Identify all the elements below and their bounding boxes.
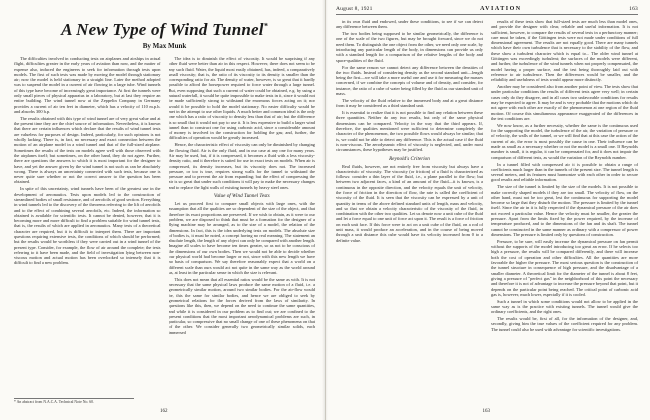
paragraph: Let us proceed first to compare small objects with large ones, with the assumption that all the qualities are so dependent of the size of the object, and that therefore its exact proportions are preserved. If we wish to obtain, as it were to our problem, we are disposed to think that must be a formation for the designer of a flying machine may be arranged, as to the size of a model, the relation of the dimensions. In fact, this is the idea underlying tests on models. The absolute size of bodies is, it must be noted, a concept having no real meaning. The statement an absolute length, the length of any object can only be compared with another length. Imagine all scales to have become ten times greater, so as not to be conscious of the dimensions of our own bodies. Then we would not be able to decide whether our physical world had become larger or not, since with this new length we have no basis of comparison. We say therefore reasonably expect that a world on a different scale than ours would act not quite in the same way as the world around us, at least in the particular sense in which the size is relevant. — [168, 201, 315, 275]
right-column-2 — [491, 19, 638, 407]
paragraph: Such a tunnel in which some conditions would not allow to be applied in the same way as is the practice with existing tunnels. The tunnel would give the ordinary coefficients, and the right ones. — [491, 298, 638, 315]
paragraph: Hence, the characteristic effect of viscosity can only be diminished by changing the flowing fluid. Air is the only fluid, and in our case at any one for many years. Air may be used, but, if it is compressed, it becomes a fluid with a less viscosity-density ratio, and it therefore is suited for use in exact tests on models. When air is compressed, its density increases, but its viscosity does not. The increased pressure, or too is true, requires strong walls for the tunnel to withstand the pressure and to prevent the air from expanding; but the effect of compressing the air is so great that under such conditions it will pay to make the necessary changes and to replace the light walls of existing tunnels by heavy steel ones. — [168, 142, 315, 190]
page-number-left: 162 — [160, 409, 168, 414]
left-page-columns — [14, 56, 315, 378]
section-heading-value-of-tests: Value of Wind Tunnel Tests — [213, 193, 270, 200]
paragraph: Real fluids, however, are not entirely free from viscosity but always have a characteristic of viscosity. The viscosity (or friction) of a fluid is characterized as follows: consider a thin layer of the fluid, i.e., a plane parallel to the flow; but between two adjacent faces, a kind of an amount of the fluid—it is known, is a continuous in the opposite direction, and the velocity equals the unit of velocity, the force of friction in the direction of flow, the rate is called the coefficient of viscosity of the fluid. It is seen that the viscosity can be expressed by a unit of quantity in terms of the above defined standard units of length, mass and velocity, and so that we obtain a velocity characteristic of the viscosity of the fluid, in combination with the other two qualities. Let us denote now a unit cube of the fluid and let a force equal to one unit of force act upon it. The result is a force of friction on each unit face. If this force were to act on a unit cube of the fluid, on a rod of unit mass, it would produce an acceleration, and in the course of being moved through a unit distance this cube would have its velocity increased from 0 to a definite value. — [336, 163, 483, 243]
right-column-1 — [336, 19, 483, 407]
left-column-1 — [14, 56, 161, 378]
running-head — [336, 6, 638, 15]
paragraph: This does not mean that all essential ratios would be the same as with. It is not necessary that the same physical laws produce the same motion of a fluid, i.e. a geometrically similar motion, around two similar bodies. For the air-flow would be, this the same for similar bodies, and hence we are obliged to seek by geometrical relations for the forces derived from the laws of similarity. In questions like this, then, we depend on the need to continue the same quantities, and while it is considered in our problem as to find out; we are confined to the present conditions that the most important aerodynamical problems are such, in particular, so compressive that no small change of one of these phenomena on that of the other. We consider generally two geometrically similar solids, each immersed — [168, 276, 315, 335]
paragraph: The idea is to diminish the effect of viscosity. It would be surprising if any other fluid were better than air in this respect. However, there does not seem to be any such fluid. Water, the liquid most easily obtained, has, indeed, a comparatively small viscosity; that is, the ratio of its viscosity to its density is smaller than the corresponding ratio for air. The density of water, however, is so great that it hardly possible to afford the horsepower required to force water through a large tunnel. But, even supposing that such a current of water could be obtained, e.g. by using a natural waterfall, it would be quite impossible to make tests in it, since it would not be made sufficiently strong to withstand the enormous forces acting on it; nor would it be possible to hold the model stationary. No easier difficulty would be met in the attempt to use other liquids. A much better and common ideal is the only one which has a ratio of viscosity to density less than that of air; but the difference is so small that it would not pay to use it. It is less expensive to build a larger wind tunnel than to construct one for using carbonic acid, since a considerable amount of money is involved in the construction for holding the gas; and, further, the difficulties of operation would be greatly increased. — [168, 56, 315, 141]
footnote: * An abstract from N.A.C.A. Technical Note No. 60. — [14, 398, 134, 404]
title-footnote-mark: * — [263, 21, 268, 31]
paragraph: It is essential to realize that it is not possible to find any relation between these three quantities. Neither do any two results, but only of the same physical dimensions can be compared. Velocity in the way that the third appears. If, therefore, the qualities mentioned were sufficient to determine completely the character of the phenomenon, the two possible flows would always be similar; that is, we could not be able to detect any difference. This is the actual case if the fluid is non-viscous. The aerodynamic effect of viscosity is neglected, and, under most circumstances, these hypotheses may be justified. — [336, 110, 483, 153]
running-head-date: August 8, 1921 — [336, 6, 373, 12]
paragraph: In spite of this uncertainty, wind tunnels have been of the greatest use in the development of aeronautics. Tests upon models led to the construction of streamlined bodies of small resistance, and of aerofoils of good section. Everything in wind tunnels led to the discovery of the theorems referring to the lift of aerofoils and to the effect of combining several aerofoils, etc. Indeed, the information so obtained is available for scientific tests. It cannot be denied, however, that it is becoming more and more difficult to find a problem suitable for wind tunnel tests, that is, the results of which are applied in aeronautics. Many tests of a theoretical character are required, but it is difficult to interpret them. There are important questions requiring extensive tests, the conditions of which should be performed; but the results would be worthless if they were carried out in a wind tunnel of the present type. Consider, for example, the flow of air around the complete; the tests referring to it have been made, and the field of investigation lying between non-viscous motion and actual motion has been overlooked so intensely that it is difficult to find a new problem. — [14, 186, 161, 266]
right-page — [325, 0, 650, 420]
running-head-folio: 163 — [629, 6, 638, 12]
paragraph: Another may be considered also from another point of view. The tests show that under particular conditions the results of different tests agree very well; in certain cases only do they disagree, and in all cases two unfavorable conditions for results may be expected to agree. It may be and is very probable that the motions which do not agree with each other are exactly of the phenomenon at one region of the fluid motion. Of course this simultaneous appearance exaggerated of the differences in the test conditions are. — [491, 84, 638, 121]
paragraph: In a tunnel filled with compressed air it is possible to obtain a range of coefficients much larger than in the tunnels of the present size. The tunnel length is several meters, and its features must harmonize with each other in order to secure good results and reliable information. — [491, 161, 638, 183]
left-column-2 — [169, 56, 316, 378]
section-heading-reynolds-criterion: Reynold's Criterion — [389, 155, 430, 162]
paragraph: The two bodies being supposed to be similar geometrically, the difference is one of the scale of the two figures, but may be brought forward, since we do not need them. To distinguish the one object from the other, we need only one scale, by introducing any particular length of the body, in dimensions can provide us only with a standard length for a comparison of the relative lengths of the body and space-qualities of the fluid. — [336, 31, 483, 63]
paragraph: results of these tests show that full-sized tests are much less than model ones, and provide the designer with clear, reliable and useful information. It is not sufficient, however, to compare the results of several tests in a perfunctory manner; care must be taken, if the Göttingen tests were not made under conditions of full dimensional agreement. The results are not equally good. There are many tunnels which have their own turbulence that is necessary to the stability of the flow, and these show a turbulent character which is equal to... The older wind tunnel at Göttingen was exceedingly turbulent; the surfaces of the models were different, and further, the turbulence of the wind tunnels when not properly compensated, the model having a proper surface, and the test being thoroughly laid out with reference to air turbulence. Then the differences would be smaller, and the reliability and usefulness of tests would appear more distinctly. — [491, 19, 638, 83]
page-number-right: 163 — [482, 409, 490, 414]
paragraph: The size of the tunnel is limited by the size of the models. It is not possible to make correctly shaped models if they are too small. The velocity of flow, on the other hand, must not be too great, lest the continuous for supporting the model become so large that they disturb the motion. The pressure is limited by the tunnel itself. Since the air in it is fully respected if the dynamical pressure of the air does not exceed a particular value. Hence the velocity must be smaller, the greater the pressure. Apart from the limits fixed by the power required, by the increase of temperature produced, and to the dimensions of the fan and its shaft. The tunnel cannot be constructed in the same manner as ordinary with a compressor of power dimensions. The pressure is limited only by questions of construction. — [491, 184, 638, 237]
paragraph: The difficulties involved in conducting tests on airplanes and airships in actual flight, difficulties greater in the early years of aviation than now, and the matter of expense also, induced the engineers to seek for information through tests upon models. The first of such tests was made by moving the model through stationary air; now the model is held stationary in a straight line. Later the method adopted was to suspend the model in a current of air flowing in a large tube. Wind tunnels of this type have become of increasingly great importance. At first the tunnels were only small pieces of physical apparatus in a laboratory, but at last they require an entire building. The wind tunnel now at the Zeppelin Company in Germany provides a current of air ten feet in diameter, which has a velocity of 110 m.p.h. and absorbs 300 h.p. — [14, 56, 161, 114]
paragraph: For the same reason we cannot detect any difference between the densities of the two fluids. Instead of considering density as the second standard unit—length being the first—we will take a more useful one and use it for measuring the masses concerned, if we combine the concepts of volume and of density, and consider, for instance, the ratio of a cube of water being filled by the fluid as our standard unit of mass. — [336, 64, 483, 97]
paragraph: The results obtained with this type of wind tunnel are of very great value and at the present time they are the chief source of information. Nevertheless, it is known that there are certain influences which declare that the results of wind tunnel tests are valueless for purposes of design. Indeed, particularly, for such opinions is not wholly lacking. There is, in fact, no necessary and exact connection between the motion of an airplane model in a wind tunnel and that of the full-sized airplane. Sometimes the results of the tests on models agree well with those observed with the airplanes itself; but sometimes, on the other hand, they do not agree. Further, there are questions the answers to which it is most important for the designer to have, and yet the answer given by the wind tunnel is not such as can be absolutely wrong. There is always an uncertainty connected with such tests, because one is never quite sure whether or not the correct answer to the question has been obtained. — [14, 115, 161, 185]
article-title-text: A New Type of Wind Tunnel — [61, 20, 264, 39]
paragraph: in its own fluid and endowed, under these conditions, to see if we can detect any difference between them. — [336, 19, 483, 30]
paragraph: The results would be, first of all, for the information of the designer, and, secondly, giving him the true values of the coefficient required for any problem. The tunnel could also be used with advantage for scientific investigations. — [491, 316, 638, 332]
article-title — [14, 20, 315, 40]
page-gutter — [322, 0, 328, 420]
right-page-columns — [336, 19, 638, 407]
paragraph: Pressure, to be sure, will easily increase the dynamical pressure on fan permit without the supports of the model introducing too great an error. If he selects too high a pressure, the results will be compared differently, and there will increase both the cost of operation and other difficulties. All the quantities are more favorable the higher the pressure. The most serious question is the construction of the tunnel structure in consequence of high pressure, and the disadvantage of a smaller diameter. A theoretical limit for the diameter of the tunnel is about 8 feet, giving a pressure of "perfect gas" in the neighborhood of this point the necessary and therefore it is not of advantage to increase the pressure beyond that point, but it depends on the particular point being reached. The critical point of carbonic acid gas is, however, much lower, especially if it is cooled. — [491, 238, 638, 297]
paragraph: The velocity of the fluid relative to the immersed body and at a great distance from it may be considered as a third standard unit. — [336, 97, 483, 109]
running-head-journal: AVIATION — [480, 6, 522, 12]
paragraph: We now know, as a further necessity, whether the same is the continuous used for the supporting the model, the turbulence of the air, the variation of pressure or of velocity, the walls of the tunnel, or we will find that at this case the action of the current of air, the error is most possibly the cause in one. Their influence can be made as small as a necessary whether or not the model is a small one. If Reynolds number is small, it is regular, it can be compensated for, and it does not impair the comparison of different tests, as would the variation of the Reynolds number. — [491, 122, 638, 160]
article-author: By Max Munk — [142, 42, 187, 50]
